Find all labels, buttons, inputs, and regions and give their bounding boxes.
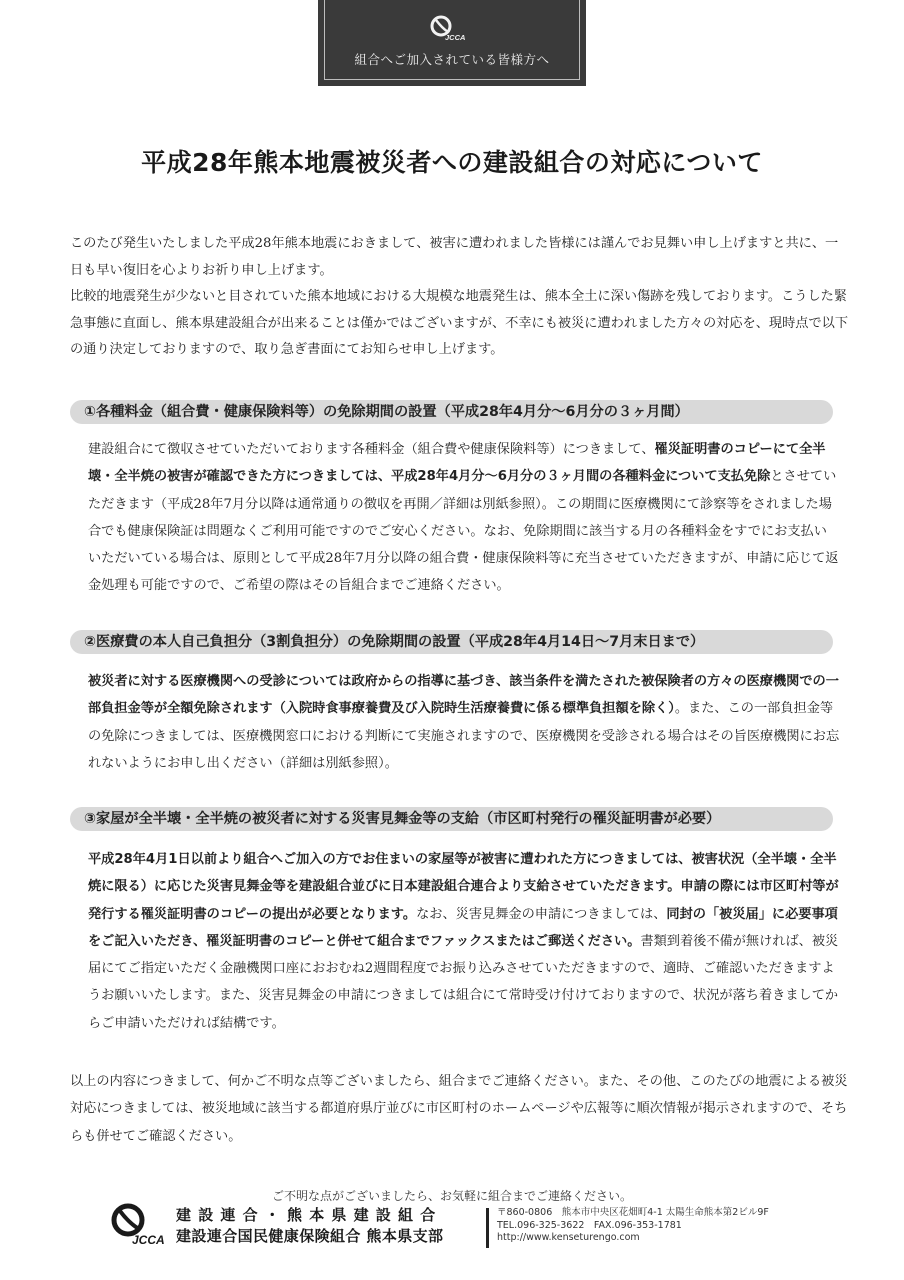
section-2-bold-a: 被災者に対する医療機関への受診については政府からの指導に基づき、該当条件を満たされた被保険者の方々の医療機関での一部負担金等が全額免除されます（入院時食事療養費及び入院時生活療養費に係る標準負担額を除く） xyxy=(88,674,839,717)
org-name-2: 建設連合国民健康保険組合 熊本県支部 xyxy=(176,1227,444,1245)
section-3-text-a: なお、災害見舞金の申請につきましては、 xyxy=(416,906,667,922)
section-1-paragraph xyxy=(88,436,840,600)
header-logo-text: JCCA xyxy=(445,33,466,42)
section-3-text-b: 書類到着後不備が無ければ、被災届にてご指定いただく金融機関口座におおむね2週間程度でお振り込みさせていただきますので、適時、ご確認いただきますようお願いいたします。また、災害見舞金の申請につきましては組合にて常時受け付けておりますので、状況が落ち着きましてからご申請いただければ結構です。 xyxy=(88,933,839,1031)
section-3-heading: ③家屋が全半壊・全半焼の被災者に対する災害見舞金等の支給（市区町村発行の罹災証明書が必要） xyxy=(70,807,833,831)
jcca-logo-icon xyxy=(430,14,472,48)
section-3-paragraph xyxy=(88,846,840,1037)
website-link[interactable]: http://www.kenseturengo.com xyxy=(497,1232,640,1244)
section-1-body xyxy=(88,436,840,600)
section-3-body xyxy=(88,846,840,1037)
intro-block xyxy=(70,231,850,364)
tel-fax-text: TEL.096-325-3622 FAX.096-353-1781 xyxy=(497,1219,682,1231)
section-1-text-a: 建設組合にて徴収させていただいております各種料金（組合費や健康保険料等）につきまして、 xyxy=(88,442,655,457)
page-title: 平成28年熊本地震被災者への建設組合の対応について xyxy=(141,148,763,177)
section-2-text-a: 。また、この一部負担金等の免除につきましては、医療機関窓口における判断にて実施されますので、医療機関を受診される場合はその旨医療機関にお忘れないようにお申し出ください（詳細は別紙参照）。 xyxy=(88,701,840,771)
section-3-bold-b: 同封の「被災届」に必要事項をご記入いただき、罹災証明書のコピーと併せて組合までファックスまたはご郵送ください。 xyxy=(88,906,838,949)
jcca-footer-logo-icon xyxy=(110,1202,172,1250)
intro-paragraph-1: このたび発生いたしました平成28年熊本地震におきまして、被害に遭われました皆様には謹んでお見舞い申し上げますと共に、一日も早い復旧を心よりお祈り申し上げます。 xyxy=(70,236,839,278)
org-name-1: 建設連合・熊本県建設組合 xyxy=(176,1206,443,1224)
section-2-heading: ②医療費の本人自己負担分（3割負担分）の免除期間の設置（平成28年4月14日〜7月末日まで） xyxy=(70,630,833,654)
section-1-text-b: とさせていただきます（平成28年7月分以降は通常通りの徴収を再開／詳細は別紙参照）。この期間に医療機関にて診察等をされました場合でも健康保険証は問題なくご利用可能ですのでご安心ください。なお、免除期間に該当する月の各種料金をすでにお支払いいただいている場合は、原則として平成28年7月分以降の組合費・健康保険料等に充当させていただきますが、申請に応じて返金処理も可能ですので、ご希望の際はその旨組合までご連絡ください。 xyxy=(88,469,839,594)
organization-names xyxy=(176,1205,443,1247)
header-banner xyxy=(318,0,586,86)
section-1-bold-a: 罹災証明書のコピーにて全半壊・全半焼の被害が確認できた方につきましては、平成28年4月分〜6月分の３ヶ月間の各種料金について支払免除 xyxy=(88,442,826,485)
section-1-heading: ①各種料金（組合費・健康保険料等）の免除期間の設置（平成28年4月分〜6月分の３ヶ月間） xyxy=(70,400,833,424)
footer-logo-text: JCCA xyxy=(132,1233,165,1247)
contact-info xyxy=(497,1207,769,1245)
footer-note: ご不明な点がございましたら、お気軽に組合までご連絡ください。 xyxy=(271,1189,632,1203)
section-3-bold-a: 平成28年4月1日以前より組合へご加入の方でお住まいの家屋等が被害に遭われた方につきましては、被害状況（全半壊・全半焼に限る）に応じた災害見舞金等を建設組合並びに日本建設組合連合より支給させていただきます。申請の際には市区町村等が発行する罹災証明書のコピーの提出が必要となります。 xyxy=(88,852,839,922)
footer-divider xyxy=(486,1208,489,1248)
closing-paragraph: 以上の内容につきまして、何かご不明な点等ございましたら、組合までご連絡ください。また、その他、このたびの地震による被災対応につきましては、被災地域に該当する都道府県庁並びに市区町村のホームページや広報等に順次情報が掲示されますので、そちらも併せてご確認ください。 xyxy=(70,1074,848,1144)
intro-paragraph-2: 比較的地震発生が少ないと目されていた熊本地域における大規模な地震発生は、熊本全土に深い傷跡を残しております。こうした緊急事態に直面し、熊本県建設組合が出来ることは僅かではございますが、不幸にも被災に遭われました方々の対応を、現時点で以下の通り決定しておりますので、取り急ぎ書面にてお知らせ申し上げます。 xyxy=(70,289,849,357)
section-2-paragraph xyxy=(88,668,840,777)
address-text: 〒860-0806 熊本市中央区花畑町4-1 太陽生命熊本第2ビル9F xyxy=(497,1207,769,1218)
section-2-body xyxy=(88,668,840,777)
header-tagline: 組合へご加入されている皆様方へ xyxy=(354,52,550,67)
